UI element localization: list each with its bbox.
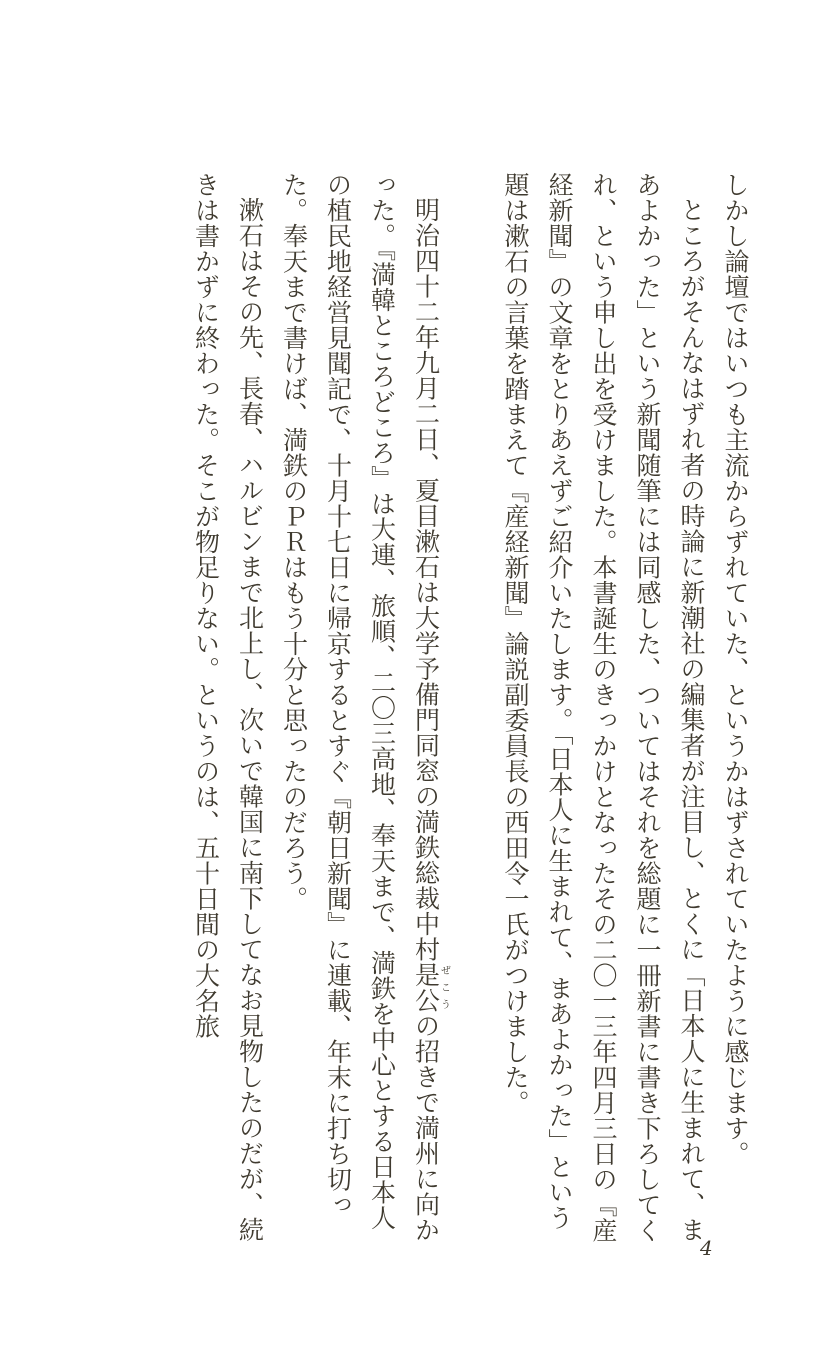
paragraph-3 [272,172,450,1252]
paragraph-3-after-ruby: の招きで満州に向かった。『満韓ところどころ』は大連、旅順、二〇三高地、奉天まで、満鉄を中心とする日本人の植民地経営見聞記で、十月十七日に帰京するとすぐ『朝日新聞』に連載、年末に打ち切った。奉天まで書けば、満鉄のＰＲはもう十分と思ったのだろう。 [279,172,441,1243]
ruby-zekou [411,962,450,1013]
ruby-reading: ぜこう [438,962,450,1013]
paragraph-4: 漱石はその先、長春、ハルビンまで北上し、次いで韓国に南下してなお見物したのだが、続きは書かずに終わった。そこが物足りない。というのは、五十日間の大名旅 [191,172,265,1243]
vertical-text-body [77,172,757,1252]
page-number: 4 [700,1236,713,1260]
paragraph-2: ところがそんなはずれ者の時論に新潮社の編集者が注目し、とくに「日本人に生まれて、まあよかった」という新聞随筆には同感した、ついてはそれを総題に一冊新書に書き下ろしてくれ、という申し出を受けました。本書誕生のきっかけとなったその二〇一三年四月三日の『産経新聞』の文章をとりあえずご紹介いたします。「日本人に生まれて、まあよかった」という題は漱石の言葉を踏まえて『産経新聞』論説副委員長の西田令一氏がつけました。 [501,172,706,1243]
paragraph-3-before-ruby: 明治四十二年九月二日、夏目漱石は大学予備門同窓の満鉄総裁中村 [411,197,441,962]
ruby-base: 是公 [411,962,441,1013]
paragraph-1: しかし論壇ではいつも主流からずれていた、というかはずされていたように感じます。 [721,172,750,1167]
